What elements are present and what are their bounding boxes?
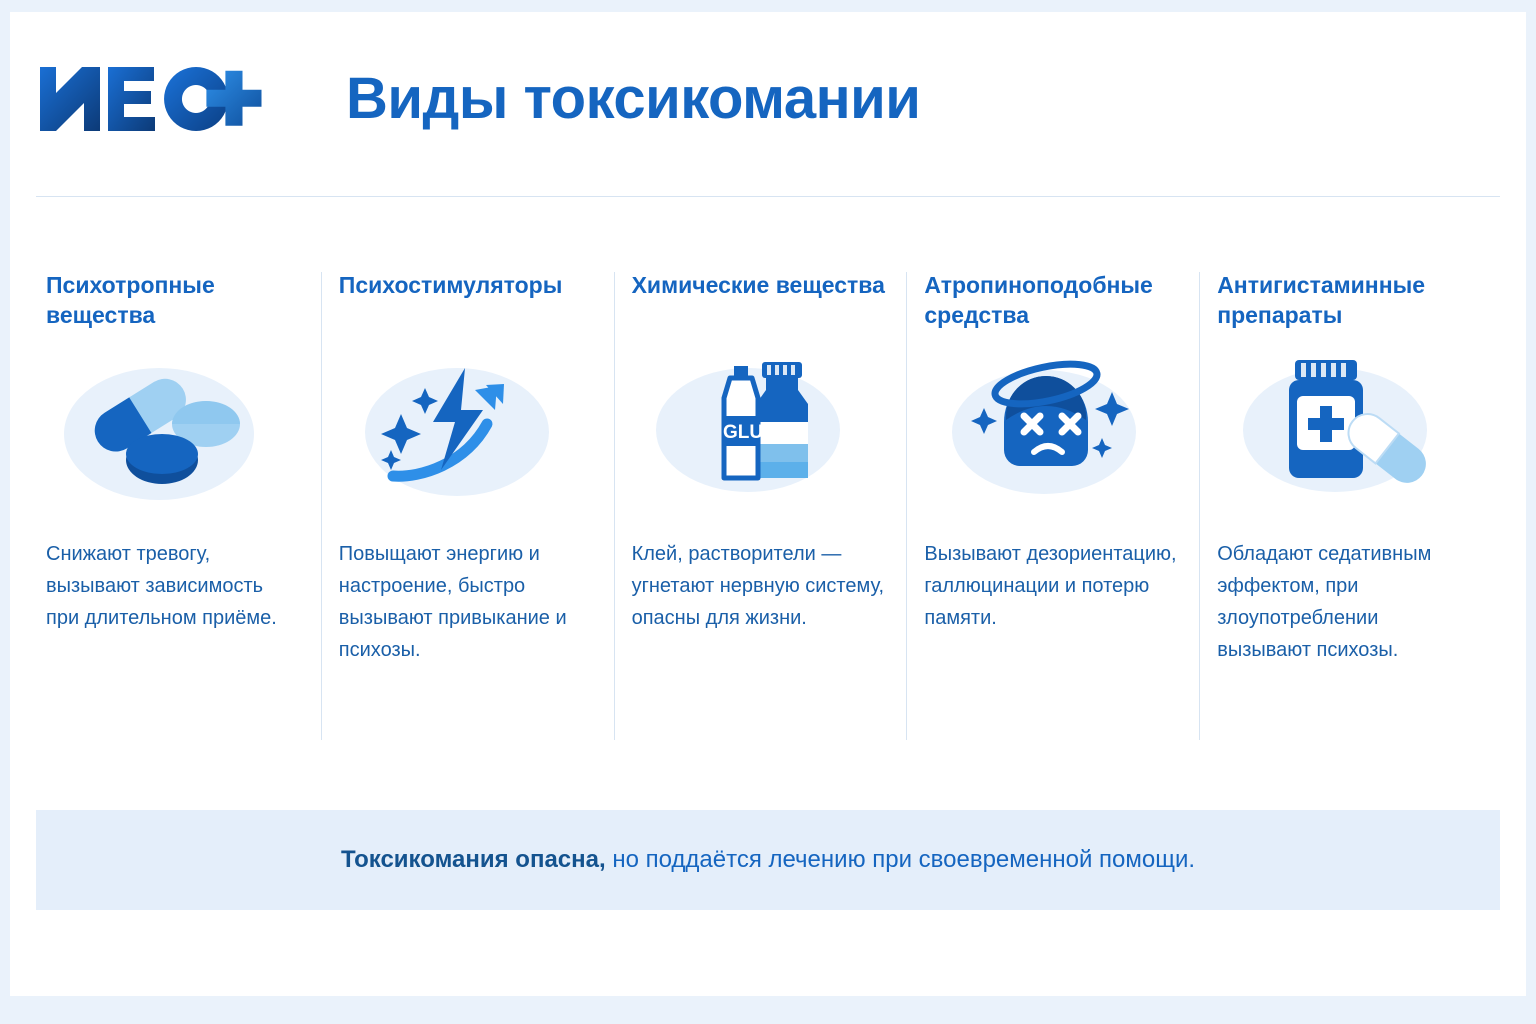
categories-row bbox=[36, 270, 1500, 740]
category-description: Клей, растворители — угнетают нервную систему, опасны для жизни. bbox=[631, 543, 885, 629]
top-border-band bbox=[0, 0, 1536, 12]
bottom-border-band bbox=[0, 996, 1536, 1024]
glue-label: GLU bbox=[722, 422, 763, 443]
category-title: Психотропные вещества bbox=[46, 272, 215, 329]
glue-solvent-bottles-icon bbox=[632, 352, 887, 512]
category-description: Снижают тревогу, вызывают зависимость при длительном приёме. bbox=[46, 543, 277, 629]
category-column-antihistamine bbox=[1207, 270, 1500, 740]
dizzy-head-icon bbox=[924, 352, 1179, 512]
category-description: Повыщают энергию и настроение, быстро вызывают привыкание и психозы. bbox=[338, 543, 567, 661]
page-title: Виды токсикомании bbox=[346, 66, 921, 131]
category-title: Психостимуляторы bbox=[338, 272, 563, 298]
footer-banner bbox=[36, 810, 1500, 910]
footer-message-bold: Токсикомания опасна, bbox=[340, 846, 606, 873]
left-border-band bbox=[0, 0, 10, 1024]
category-column-atropine bbox=[914, 270, 1207, 740]
category-description: Вызывают дезориентацию, галлюцинации и потерю памяти. bbox=[924, 543, 1177, 629]
header-divider bbox=[36, 196, 1500, 197]
category-title: Химические вещества bbox=[631, 272, 885, 298]
pills-capsule-icon bbox=[46, 352, 301, 512]
category-title: Антигистаминные препараты bbox=[1217, 272, 1426, 329]
right-border-band bbox=[1526, 0, 1536, 1024]
category-column-psychotropic bbox=[36, 270, 329, 740]
medicine-bottle-capsule-icon bbox=[1217, 352, 1472, 512]
category-description: Обладают седативным эффектом, при злоупотреблении вызывают психозы. bbox=[1217, 543, 1432, 661]
lightning-bolt-arrow-icon bbox=[339, 352, 594, 512]
footer-message-rest: но поддаётся лечению при своевременной помощи. bbox=[605, 846, 1196, 873]
category-column-chemicals bbox=[622, 270, 915, 740]
category-title: Атропиноподобные средства bbox=[924, 272, 1153, 329]
header bbox=[36, 44, 1500, 154]
footer-message bbox=[341, 846, 1195, 874]
neo-plus-logo bbox=[36, 59, 286, 139]
category-column-stimulants bbox=[329, 270, 622, 740]
